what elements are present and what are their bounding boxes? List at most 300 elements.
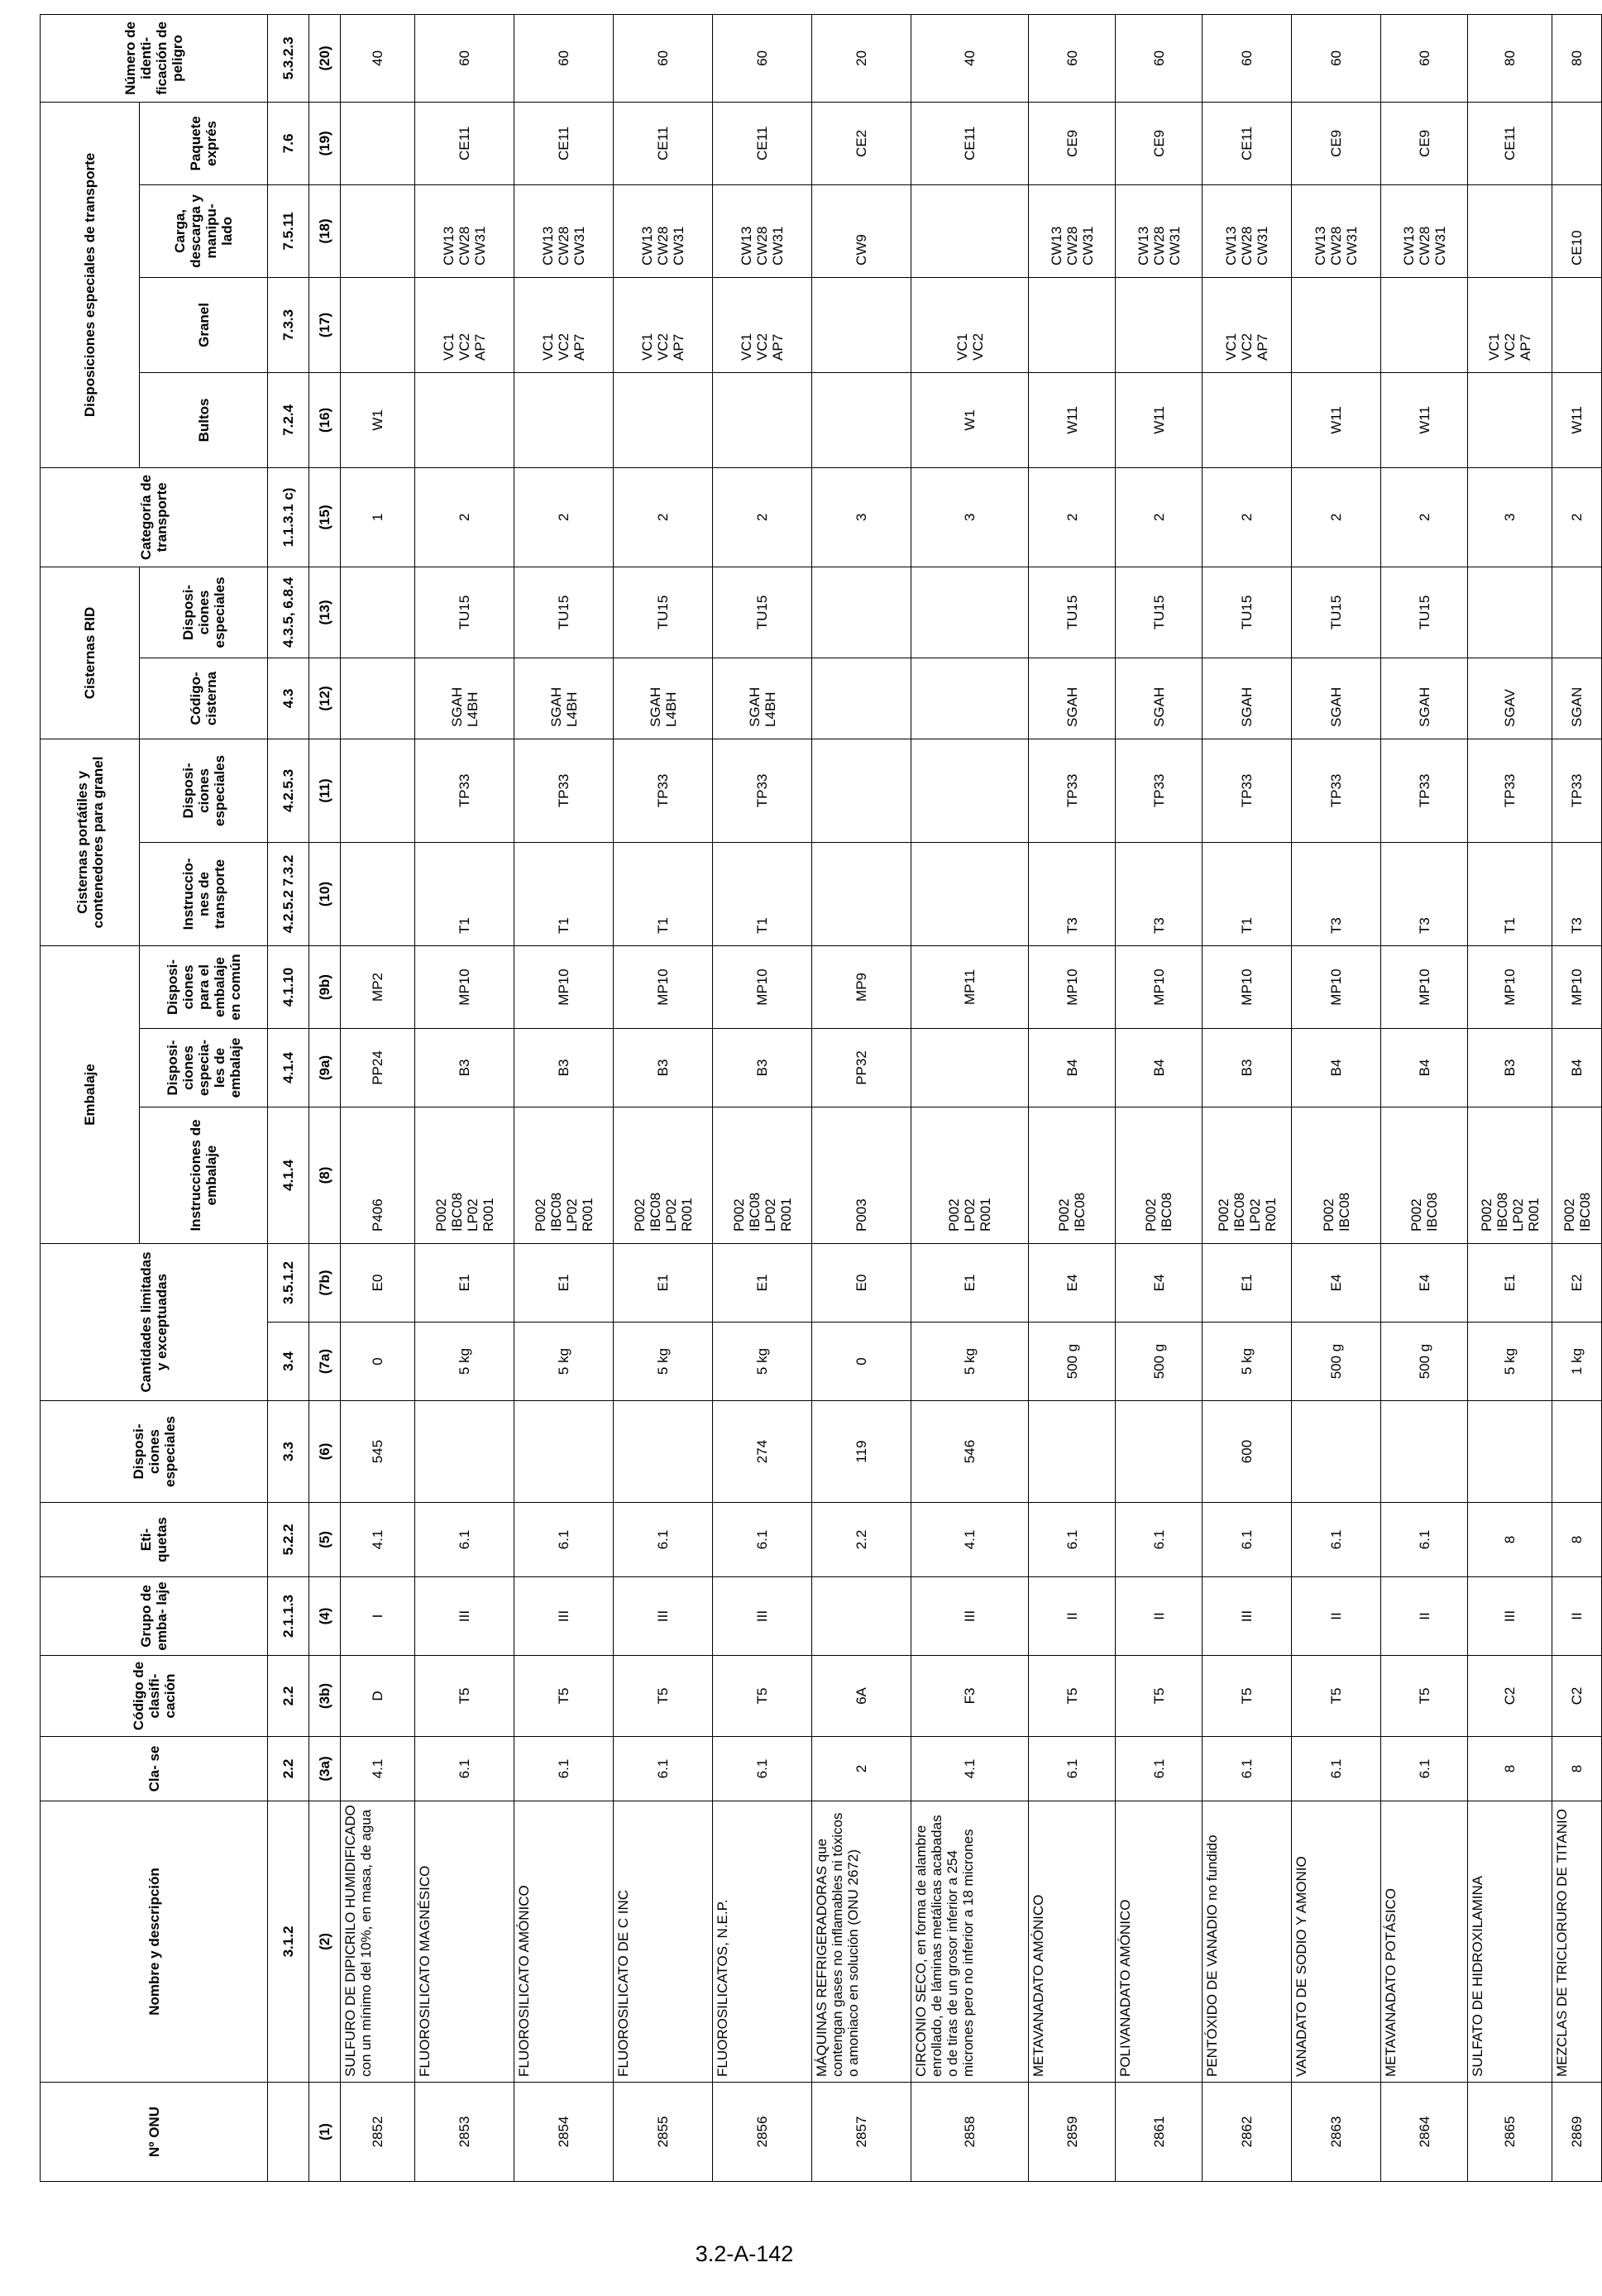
- packing-instructions: P003: [812, 1107, 911, 1243]
- header-numero-peligro: Número de identi- ficación de peligro: [41, 14, 268, 102]
- rid-special-provisions: TU15: [1116, 567, 1203, 658]
- rid-tank-code: SGAH: [1116, 658, 1203, 739]
- limited-quantity: 5 kg: [1468, 1323, 1552, 1401]
- table-row: [1116, 14, 1203, 2181]
- rid-special-provisions: TU15: [713, 567, 812, 658]
- tank-special-provisions: [911, 739, 1029, 842]
- packing-group: III: [713, 1577, 812, 1656]
- header-disp-transp: Disposiciones especiales de transporte: [41, 102, 140, 467]
- tank-special-provisions: TP33: [415, 739, 514, 842]
- rid-tank-code: SGAH: [1029, 658, 1116, 739]
- column-number-cell: (16): [309, 372, 341, 467]
- packing-group: III: [614, 1577, 713, 1656]
- transport-category: 2: [1381, 467, 1468, 567]
- rotated-table-frame: [40, 15, 1593, 2182]
- limited-quantity: 5 kg: [911, 1323, 1029, 1401]
- special-provisions: 600: [1203, 1401, 1292, 1503]
- mixed-packing-provisions: MP10: [415, 945, 514, 1028]
- column-number-cell: (3b): [309, 1656, 341, 1737]
- tank-instructions: [911, 842, 1029, 945]
- hazard-number: 20: [812, 14, 911, 102]
- loading-provision: CW9: [812, 184, 911, 277]
- classification-code: T5: [1029, 1656, 1116, 1737]
- special-packing-provisions: B3: [415, 1028, 514, 1107]
- name-description: FLUOROSILICATO AMÓNICO: [514, 1801, 614, 2083]
- reference-cell: 2.1.1.3: [268, 1577, 309, 1656]
- mixed-packing-provisions: MP10: [1468, 945, 1552, 1028]
- tank-instructions: T3: [1292, 842, 1381, 945]
- transport-category: 3: [1468, 467, 1552, 567]
- labels: 6.1: [1116, 1503, 1203, 1577]
- labels: 6.1: [1203, 1503, 1292, 1577]
- excepted-quantity: E4: [1116, 1243, 1203, 1322]
- classification-code: T5: [1381, 1656, 1468, 1737]
- mixed-packing-provisions: MP10: [514, 945, 614, 1028]
- special-provisions: 545: [341, 1401, 415, 1503]
- hazard-number: 40: [341, 14, 415, 102]
- header-grupo: Grupo de emba- laje: [41, 1577, 268, 1656]
- labels: 6.1: [415, 1503, 514, 1577]
- rid-tank-code: [812, 658, 911, 739]
- header-paquete: Paquete exprés: [140, 102, 268, 184]
- special-provisions: [1116, 1401, 1203, 1503]
- mixed-packing-provisions: MP2: [341, 945, 415, 1028]
- loading-provision: [341, 184, 415, 277]
- name-description: POLIVANADATO AMÓNICO: [1116, 1801, 1203, 2083]
- bulk-provision: VC1 VC2 AP7: [415, 277, 514, 372]
- packing-group: I: [341, 1577, 415, 1656]
- bulk-provision: [1292, 277, 1381, 372]
- classification-code: C2: [1468, 1656, 1552, 1737]
- tank-instructions: T1: [1203, 842, 1292, 945]
- packages-provision: [415, 372, 514, 467]
- tank-special-provisions: TP33: [1468, 739, 1552, 842]
- reference-cell: 4.1.4: [268, 1107, 309, 1243]
- tank-instructions: T1: [614, 842, 713, 945]
- reference-cell: 3.3: [268, 1401, 309, 1503]
- packing-instructions: P002 IBC08: [1029, 1107, 1116, 1243]
- packing-group: III: [415, 1577, 514, 1656]
- classification-code: 6A: [812, 1656, 911, 1737]
- express-parcel: CE11: [514, 102, 614, 184]
- bulk-provision: VC1 VC2: [911, 277, 1029, 372]
- excepted-quantity: E1: [1468, 1243, 1552, 1322]
- rid-tank-code: SGAN: [1552, 658, 1602, 739]
- loading-provision: [911, 184, 1029, 277]
- table-body: [341, 14, 1602, 2181]
- classification-code: D: [341, 1656, 415, 1737]
- special-packing-provisions: [911, 1028, 1029, 1107]
- header-instr-transporte: Instruccio- nes de transporte: [140, 842, 268, 945]
- packing-group: III: [514, 1577, 614, 1656]
- packing-group: III: [1468, 1577, 1552, 1656]
- document-sheet: [40, 15, 1593, 2182]
- special-packing-provisions: PP24: [341, 1028, 415, 1107]
- reference-cell: 4.3: [268, 658, 309, 739]
- hazard-number: 60: [1381, 14, 1468, 102]
- column-number-cell: (8): [309, 1107, 341, 1243]
- limited-quantity: 500 g: [1116, 1323, 1203, 1401]
- packing-instructions: P002 IBC08: [1292, 1107, 1381, 1243]
- table-row: [1468, 14, 1552, 2181]
- column-number-cell: (7a): [309, 1323, 341, 1401]
- rid-tank-code: SGAH L4BH: [713, 658, 812, 739]
- class: 8: [1468, 1737, 1552, 1801]
- mixed-packing-provisions: MP11: [911, 945, 1029, 1028]
- mixed-packing-provisions: MP10: [1116, 945, 1203, 1028]
- table-row: [713, 14, 812, 2181]
- column-number-cell: (18): [309, 184, 341, 277]
- header-codigo: Código de clasifi- cación: [41, 1656, 268, 1737]
- transport-category: 2: [1552, 467, 1602, 567]
- special-provisions: [415, 1401, 514, 1503]
- table-row: [341, 14, 415, 2181]
- express-parcel: [1552, 102, 1602, 184]
- column-number-cell: (5): [309, 1503, 341, 1577]
- onu-number: 2862: [1203, 2083, 1292, 2182]
- mixed-packing-provisions: MP10: [713, 945, 812, 1028]
- header-onu: Nº ONU: [41, 2083, 268, 2182]
- column-number-cell: (4): [309, 1577, 341, 1656]
- reference-cell: 4.2.5.3: [268, 739, 309, 842]
- special-provisions: [1292, 1401, 1381, 1503]
- special-packing-provisions: B3: [614, 1028, 713, 1107]
- loading-provision: CW13 CW28 CW31: [1029, 184, 1116, 277]
- transport-category: 2: [614, 467, 713, 567]
- class: 6.1: [1292, 1737, 1381, 1801]
- packages-provision: W1: [911, 372, 1029, 467]
- tank-instructions: T1: [1468, 842, 1552, 945]
- limited-quantity: 1 kg: [1552, 1323, 1602, 1401]
- classification-code: T5: [713, 1656, 812, 1737]
- name-description: METAVANADATO AMÓNICO: [1029, 1801, 1116, 2083]
- rid-special-provisions: [341, 567, 415, 658]
- reference-cell: 4.1.4: [268, 1028, 309, 1107]
- packages-provision: [713, 372, 812, 467]
- special-packing-provisions: B3: [713, 1028, 812, 1107]
- reference-cell: 7.2.4: [268, 372, 309, 467]
- mixed-packing-provisions: MP10: [1203, 945, 1292, 1028]
- transport-category: 2: [713, 467, 812, 567]
- column-number-cell: (7b): [309, 1243, 341, 1322]
- header-cisternas-port: Cisternas portátiles y contenedores para granel: [41, 739, 140, 945]
- class: 6.1: [1116, 1737, 1203, 1801]
- header-categoria: Categoría de transporte: [41, 467, 268, 567]
- loading-provision: CW13 CW28 CW31: [1381, 184, 1468, 277]
- packages-provision: [614, 372, 713, 467]
- express-parcel: CE11: [614, 102, 713, 184]
- column-number-cell: (6): [309, 1401, 341, 1503]
- express-parcel: CE9: [1116, 102, 1203, 184]
- packing-group: II: [1029, 1577, 1116, 1656]
- packing-group: [812, 1577, 911, 1656]
- classification-code: T5: [415, 1656, 514, 1737]
- column-number-cell: (2): [309, 1801, 341, 2083]
- classification-code: T5: [1203, 1656, 1292, 1737]
- onu-number: 2865: [1468, 2083, 1552, 2182]
- packages-provision: [1203, 372, 1292, 467]
- column-number-cell: (9a): [309, 1028, 341, 1107]
- packing-instructions: P002 IBC08 LP02 R001: [713, 1107, 812, 1243]
- column-number-cell: (15): [309, 467, 341, 567]
- packing-group: II: [1116, 1577, 1203, 1656]
- transport-category: 3: [812, 467, 911, 567]
- labels: 6.1: [614, 1503, 713, 1577]
- reference-cell: 5.2.2: [268, 1503, 309, 1577]
- express-parcel: CE2: [812, 102, 911, 184]
- column-number-cell: (12): [309, 658, 341, 739]
- table-row: [1203, 14, 1292, 2181]
- table-row: [614, 14, 713, 2181]
- name-description: MÁQUINAS REFRIGERADORAS que contengan gases no inflamables ni tóxicos o amoniaco en solución (ONU 2672): [812, 1801, 911, 2083]
- labels: 8: [1552, 1503, 1602, 1577]
- excepted-quantity: E1: [713, 1243, 812, 1322]
- packages-provision: W11: [1381, 372, 1468, 467]
- onu-number: 2869: [1552, 2083, 1602, 2182]
- reference-cell: 4.3.5, 6.8.4: [268, 567, 309, 658]
- packing-instructions: P002 IBC08: [1381, 1107, 1468, 1243]
- bulk-provision: [1381, 277, 1468, 372]
- header-disp-esp-rid: Disposi- ciones especiales: [140, 567, 268, 658]
- express-parcel: CE11: [415, 102, 514, 184]
- packages-provision: W11: [1552, 372, 1602, 467]
- classification-code: T5: [614, 1656, 713, 1737]
- limited-quantity: 5 kg: [415, 1323, 514, 1401]
- onu-number: 2859: [1029, 2083, 1116, 2182]
- excepted-quantity: E0: [812, 1243, 911, 1322]
- packing-instructions: P002 IBC08: [1552, 1107, 1602, 1243]
- rid-special-provisions: TU15: [1292, 567, 1381, 658]
- header-name: Nombre y descripción: [41, 1801, 268, 2083]
- reference-cell: 2.2: [268, 1656, 309, 1737]
- name-description: VANADATO DE SODIO Y AMONIO: [1292, 1801, 1381, 2083]
- tank-special-provisions: TP33: [1381, 739, 1468, 842]
- class: 8: [1552, 1737, 1602, 1801]
- header-disp-esp-emb: Disposi- ciones especia- les de embalaje: [140, 1028, 268, 1107]
- rid-special-provisions: TU15: [1029, 567, 1116, 658]
- tank-special-provisions: TP33: [1116, 739, 1203, 842]
- loading-provision: CW13 CW28 CW31: [514, 184, 614, 277]
- classification-code: C2: [1552, 1656, 1602, 1737]
- packing-group: II: [1292, 1577, 1381, 1656]
- name-description: PENTÓXIDO DE VANADIO no fundido: [1203, 1801, 1292, 2083]
- mixed-packing-provisions: MP10: [1381, 945, 1468, 1028]
- loading-provision: CE10: [1552, 184, 1602, 277]
- hazard-number: 60: [1116, 14, 1203, 102]
- reference-cell: 4.1.10: [268, 945, 309, 1028]
- excepted-quantity: E1: [1203, 1243, 1292, 1322]
- class: 2: [812, 1737, 911, 1801]
- header-etiquetas: Eti- quetas: [41, 1503, 268, 1577]
- excepted-quantity: E4: [1292, 1243, 1381, 1322]
- rid-special-provisions: [812, 567, 911, 658]
- hazard-number: 60: [1029, 14, 1116, 102]
- packages-provision: W11: [1116, 372, 1203, 467]
- tank-instructions: [812, 842, 911, 945]
- table-row: [812, 14, 911, 2181]
- transport-category: 1: [341, 467, 415, 567]
- header-embalaje: Embalaje: [41, 945, 140, 1243]
- mixed-packing-provisions: MP10: [614, 945, 713, 1028]
- rid-tank-code: SGAH L4BH: [514, 658, 614, 739]
- limited-quantity: 500 g: [1381, 1323, 1468, 1401]
- mixed-packing-provisions: MP10: [1029, 945, 1116, 1028]
- onu-number: 2857: [812, 2083, 911, 2182]
- tank-special-provisions: TP33: [1203, 739, 1292, 842]
- special-packing-provisions: B4: [1552, 1028, 1602, 1107]
- packing-group: III: [911, 1577, 1029, 1656]
- packages-provision: [514, 372, 614, 467]
- header-cisternas-rid: Cisternas RID: [41, 567, 140, 739]
- transport-category: 2: [1029, 467, 1116, 567]
- hazard-number: 60: [514, 14, 614, 102]
- name-description: MEZCLAS DE TRICLORURO DE TITANIO: [1552, 1801, 1602, 2083]
- bulk-provision: VC1 VC2 AP7: [614, 277, 713, 372]
- limited-quantity: 500 g: [1292, 1323, 1381, 1401]
- packages-provision: W11: [1029, 372, 1116, 467]
- dangerous-goods-table: [40, 14, 1602, 2182]
- hazard-number: 40: [911, 14, 1029, 102]
- express-parcel: CE11: [1468, 102, 1552, 184]
- reference-cell: 3.4: [268, 1323, 309, 1401]
- transport-category: 2: [514, 467, 614, 567]
- mixed-packing-provisions: MP9: [812, 945, 911, 1028]
- tank-special-provisions: TP33: [1029, 739, 1116, 842]
- special-provisions: 546: [911, 1401, 1029, 1503]
- packing-group: II: [1552, 1577, 1602, 1656]
- excepted-quantity: E1: [911, 1243, 1029, 1322]
- page-number: 3.2-A-142: [695, 2241, 794, 2266]
- tank-instructions: T1: [415, 842, 514, 945]
- limited-quantity: 5 kg: [514, 1323, 614, 1401]
- class: 6.1: [713, 1737, 812, 1801]
- limited-quantity: 5 kg: [1203, 1323, 1292, 1401]
- column-number-cell: (13): [309, 567, 341, 658]
- table-row: [911, 14, 1029, 2181]
- header-disp-esp: Disposi- ciones especiales: [41, 1401, 268, 1503]
- column-number-cell: (9b): [309, 945, 341, 1028]
- column-number-cell: (3a): [309, 1737, 341, 1801]
- bulk-provision: [812, 277, 911, 372]
- bulk-provision: VC1 VC2 AP7: [1468, 277, 1552, 372]
- transport-category: 2: [1116, 467, 1203, 567]
- table-row: [514, 14, 614, 2181]
- tank-special-provisions: TP33: [713, 739, 812, 842]
- limited-quantity: 5 kg: [713, 1323, 812, 1401]
- classification-code: T5: [1292, 1656, 1381, 1737]
- tank-special-provisions: [341, 739, 415, 842]
- bulk-provision: VC1 VC2 AP7: [1203, 277, 1292, 372]
- onu-number: 2853: [415, 2083, 514, 2182]
- tank-instructions: T1: [514, 842, 614, 945]
- hazard-number: 60: [1292, 14, 1381, 102]
- loading-provision: CW13 CW28 CW31: [1292, 184, 1381, 277]
- labels: 8: [1468, 1503, 1552, 1577]
- column-number-row: [309, 14, 341, 2181]
- express-parcel: CE11: [713, 102, 812, 184]
- onu-number: 2861: [1116, 2083, 1203, 2182]
- loading-provision: CW13 CW28 CW31: [415, 184, 514, 277]
- header-disp-comun: Disposi- ciones para el embalaje en común: [140, 945, 268, 1028]
- onu-number: 2863: [1292, 2083, 1381, 2182]
- table-row: [1029, 14, 1116, 2181]
- packages-provision: W1: [341, 372, 415, 467]
- limited-quantity: 5 kg: [614, 1323, 713, 1401]
- name-description: SULFURO DE DIPICRILO HUMIDIFICADO con un mínimo del 10%, en masa, de agua: [341, 1801, 415, 2083]
- special-packing-provisions: B3: [1468, 1028, 1552, 1107]
- onu-number: 2864: [1381, 2083, 1468, 2182]
- bulk-provision: VC1 VC2 AP7: [713, 277, 812, 372]
- name-description: FLUOROSILICATOS, N.E.P.: [713, 1801, 812, 2083]
- rid-special-provisions: [1552, 567, 1602, 658]
- transport-category: 2: [1203, 467, 1292, 567]
- onu-number: 2852: [341, 2083, 415, 2182]
- tank-instructions: T3: [1116, 842, 1203, 945]
- special-packing-provisions: B3: [514, 1028, 614, 1107]
- rid-special-provisions: TU15: [514, 567, 614, 658]
- bulk-provision: VC1 VC2 AP7: [514, 277, 614, 372]
- rid-special-provisions: TU15: [1203, 567, 1292, 658]
- special-provisions: [1468, 1401, 1552, 1503]
- loading-provision: CW13 CW28 CW31: [1116, 184, 1203, 277]
- loading-provision: CW13 CW28 CW31: [713, 184, 812, 277]
- column-number-cell: (11): [309, 739, 341, 842]
- excepted-quantity: E2: [1552, 1243, 1602, 1322]
- limited-quantity: 0: [341, 1323, 415, 1401]
- name-description: FLUOROSILICATO MAGNÉSICO: [415, 1801, 514, 2083]
- class: 6.1: [1381, 1737, 1468, 1801]
- transport-category: 3: [911, 467, 1029, 567]
- express-parcel: CE9: [1381, 102, 1468, 184]
- class: 4.1: [341, 1737, 415, 1801]
- name-description: CIRCONIO SECO, en forma de alambre enrollado, de láminas metálicas acabadas o de tiras de un grosor inferior a 254 micrones pero no inferior a 18 micrones: [911, 1801, 1029, 2083]
- packing-instructions: P002 IBC08 LP02 R001: [1468, 1107, 1552, 1243]
- rid-special-provisions: [1468, 567, 1552, 658]
- packages-provision: [812, 372, 911, 467]
- name-description: FLUOROSILICATO DE C INC: [614, 1801, 713, 2083]
- special-provisions: [1029, 1401, 1116, 1503]
- header-bultos: Bultos: [140, 372, 268, 467]
- rid-tank-code: SGAH: [1381, 658, 1468, 739]
- loading-provision: CW13 CW28 CW31: [614, 184, 713, 277]
- loading-provision: CW13 CW28 CW31: [1203, 184, 1292, 277]
- express-parcel: CE11: [1203, 102, 1292, 184]
- labels: 6.1: [713, 1503, 812, 1577]
- express-parcel: CE9: [1029, 102, 1116, 184]
- excepted-quantity: E4: [1029, 1243, 1116, 1322]
- header-codigo-cisterna: Código- cisterna: [140, 658, 268, 739]
- reference-cell: 5.3.2.3: [268, 14, 309, 102]
- transport-category: 2: [415, 467, 514, 567]
- limited-quantity: 500 g: [1029, 1323, 1116, 1401]
- rid-special-provisions: TU15: [1381, 567, 1468, 658]
- name-description: METAVANADATO POTÁSICO: [1381, 1801, 1468, 2083]
- hazard-number: 60: [415, 14, 514, 102]
- class: 6.1: [415, 1737, 514, 1801]
- rid-tank-code: SGAH: [1203, 658, 1292, 739]
- class: 6.1: [614, 1737, 713, 1801]
- tank-special-provisions: [812, 739, 911, 842]
- express-parcel: CE9: [1292, 102, 1381, 184]
- reference-row: [268, 14, 309, 2181]
- reference-cell: 3.5.1.2: [268, 1243, 309, 1322]
- express-parcel: [341, 102, 415, 184]
- bulk-provision: [1116, 277, 1203, 372]
- table-row: [1381, 14, 1468, 2181]
- rid-tank-code: SGAH L4BH: [614, 658, 713, 739]
- reference-cell: 7.5.11: [268, 184, 309, 277]
- class: 6.1: [1029, 1737, 1116, 1801]
